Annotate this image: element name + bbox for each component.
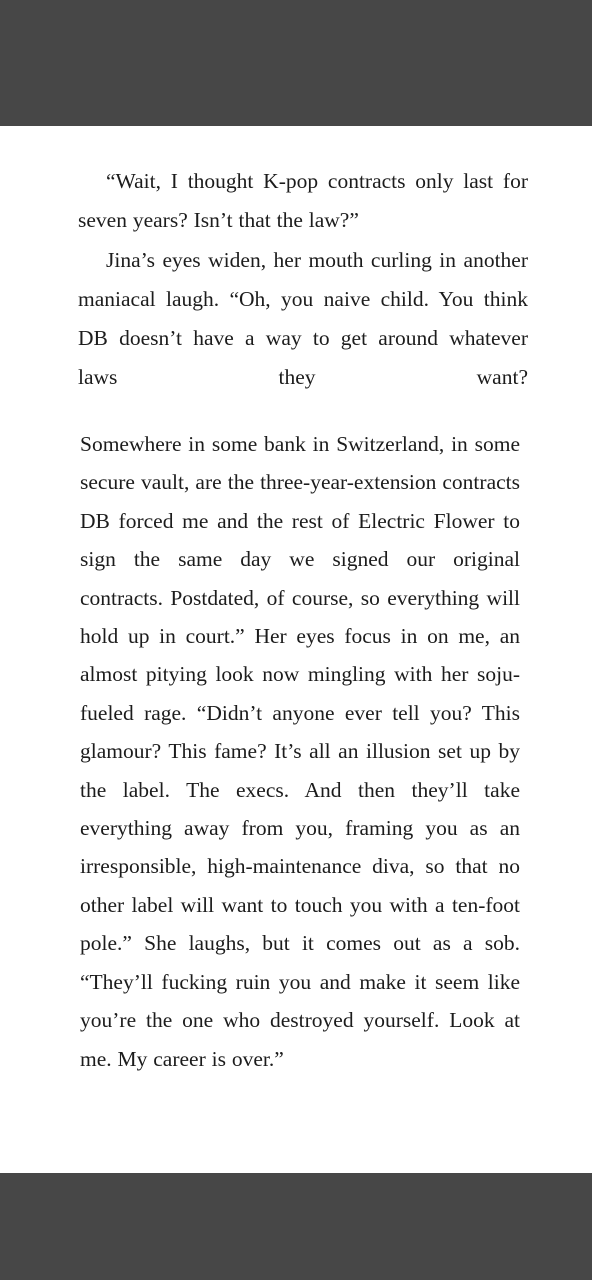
paragraph: Somewhere in some bank in Switzerland, in some secure vault, are the three-year-extension contracts DB forced me and the rest of Electric Flower to sign the same day we signed our original contracts. Postdated, of course, so everything will hold up in court.” Her eyes focus in on me, an almost pitying look now mingling with her soju-fueled rage. “Didn’t anyone ever tell you? This glamour? This fame? It’s all an illusion set up by the label. The execs. And then they’ll take everything away from you, framing you as an irresponsible, high-maintenance diva, so that no other label will want to touch you with a ten-foot pole.” She laughs, but it comes out as a sob. “They’ll fucking ruin you and make it seem like you’re the one who destroyed yourself. Look at me. My career is over.” (80, 432, 520, 1071)
paragraph: “Wait, I thought K-pop contracts only last for seven years? Isn’t that the law?” (78, 169, 528, 233)
top-letterbox-bar (0, 0, 592, 126)
paragraph: Jina’s eyes widen, her mouth curling in another maniacal laugh. “Oh, you naive child. You think DB doesn’t have a way to get around whatever laws they want? (78, 247, 528, 390)
page-text-lower (80, 425, 520, 1078)
bottom-letterbox-bar (0, 1173, 592, 1280)
page-text-upper (78, 162, 528, 398)
